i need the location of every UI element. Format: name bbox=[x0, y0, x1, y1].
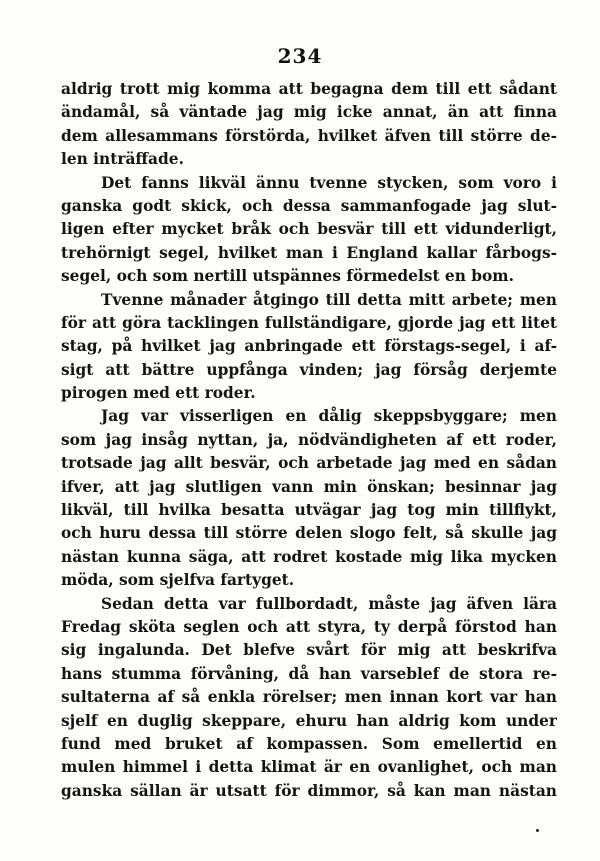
text-line: sig ingalunda. Det blefve svårt för mig att beskrifva bbox=[61, 641, 557, 660]
text-line: len inträffade. bbox=[61, 150, 184, 169]
page-number: 234 bbox=[277, 44, 323, 68]
text-line: likväl, till hvilka besatta utvägar jag tog min tillflykt, bbox=[61, 501, 557, 520]
text-line: segel, och som nertill utspännes förmedelst en bom. bbox=[61, 267, 514, 286]
ink-speck bbox=[536, 829, 539, 832]
text-line: aldrig trott mig komma att begagna dem till ett sådant bbox=[61, 80, 557, 98]
text-line: Det fanns likväl ännu tvenne stycken, som voro i bbox=[101, 173, 557, 192]
text-line: sultaterna af så enkla rörelser; men innan kort var han bbox=[61, 688, 557, 707]
text-line: Fredag sköta seglen och att styra, ty derpå förstod han bbox=[61, 617, 557, 636]
text-line: sigt att bättre uppfånga vinden; jag försåg derjemte bbox=[61, 360, 557, 379]
text-line: ganska godt skick, och dessa sammanfogade jag slut- bbox=[61, 196, 557, 215]
text-line: dem allesammans förstörda, hvilket äfven till större de- bbox=[61, 126, 557, 145]
text-line: pirogen med ett roder. bbox=[61, 384, 256, 403]
text-line: mulen himmel i detta klimat är en ovanlighet, och man bbox=[61, 758, 557, 777]
text-line: Sedan detta var fullbordadt, måste jag äfven lära bbox=[101, 594, 557, 613]
text-line: ganska sällan är utsatt för dimmor, så kan man nästan bbox=[61, 781, 557, 800]
text-line: möda, som sjelfva fartyget. bbox=[61, 571, 295, 590]
text-line: ligen efter mycket bråk och besvär till ett vidunderligt, bbox=[61, 220, 557, 239]
text-line: trehörnigt segel, hvilket man i England kallar fårbogs- bbox=[61, 243, 557, 262]
text-line: trotsade jag allt besvär, och arbetade jag med en sådan bbox=[61, 454, 557, 473]
text-line: sjelf en duglig skeppare, ehuru han aldrig kom under bbox=[61, 711, 557, 730]
text-line: fund med bruket af kompassen. Som emellertid en bbox=[61, 734, 557, 753]
text-line: nästan kunna säga, att rodret kostade mig lika mycken bbox=[61, 547, 557, 566]
text-line: som jag insåg nyttan, ja, nödvändigheten af ett roder, bbox=[61, 430, 557, 449]
text-line: hans stumma förvåning, då han varseblef de stora re- bbox=[61, 664, 557, 683]
body-text bbox=[61, 78, 557, 803]
text-line: Tvenne månader åtgingo till detta mitt arbete; men bbox=[101, 290, 557, 309]
text-line: stag, på hvilket jag anbringade ett förstags-segel, i af- bbox=[61, 337, 557, 356]
text-line: ifver, att jag slutligen vann min önskan; besinnar jag bbox=[61, 477, 557, 496]
text-line: Jag var visserligen en dålig skeppsbyggare; men bbox=[101, 407, 557, 426]
text-line: ändamål, så väntade jag mig icke annat, än att finna bbox=[61, 103, 557, 122]
text-line: och huru dessa till större delen slogo felt, så skulle jag bbox=[61, 524, 557, 543]
text-line: för att göra tacklingen fullständigare, gjorde jag ett litet bbox=[61, 313, 557, 332]
